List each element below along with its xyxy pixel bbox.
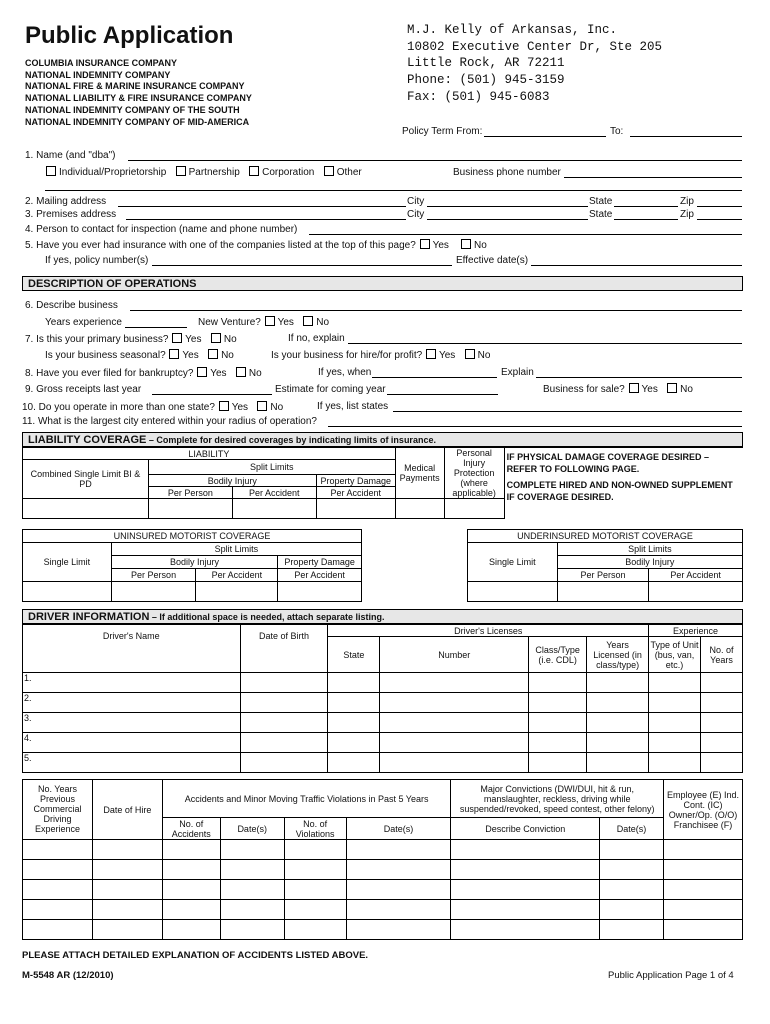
checkbox-yes[interactable] [265, 316, 275, 326]
cell[interactable] [664, 840, 743, 860]
coverage-notes [504, 448, 743, 519]
no-years-header: No. of Years [700, 637, 742, 673]
option-label: Corporation [262, 167, 315, 178]
gross-receipts-field[interactable] [152, 394, 272, 395]
cell[interactable] [346, 840, 451, 860]
no-label: No [248, 368, 262, 379]
cell[interactable] [23, 880, 93, 900]
yes-label: Yes [210, 368, 227, 379]
cell[interactable] [649, 753, 701, 773]
cell[interactable] [700, 713, 742, 733]
policy-term-from-field[interactable] [484, 136, 606, 137]
q10-label: 10. Do you operate in more than one state? [22, 402, 215, 413]
date-hire-header: Date of Hire [92, 780, 162, 840]
seasonal-label: Is your business seasonal? [45, 350, 166, 361]
company-name: NATIONAL LIABILITY & FIRE INSURANCE COMPANY [25, 93, 252, 104]
cell[interactable] [220, 880, 284, 900]
premises-address-field[interactable] [126, 219, 406, 220]
cell[interactable] [328, 713, 380, 733]
address-line: Fax: (501) 945-6083 [407, 89, 550, 104]
cell[interactable] [23, 860, 93, 880]
business-phone-label: Business phone number [453, 167, 561, 178]
list-states-field[interactable] [393, 411, 742, 412]
row-number: 3. [23, 713, 241, 733]
number-header: Number [380, 637, 529, 673]
uim-per-person-input[interactable] [557, 582, 649, 602]
hired-non-owned-note: COMPLETE HIRED AND NON-OWNED SUPPLEMENT IF COVERAGE DESIRED. [506, 480, 733, 502]
checkbox-yes[interactable] [172, 333, 182, 343]
um-single-limit-input[interactable] [23, 582, 112, 602]
liability-title: LIABILITY COVERAGE [28, 434, 147, 446]
pip-header: Personal Injury Protection (where applicable) [444, 448, 504, 499]
q9-label: 9. Gross receipts last year [25, 384, 142, 395]
bankruptcy-when-field[interactable] [372, 377, 497, 378]
um-bi-per-accident-input[interactable] [196, 582, 278, 602]
years-experience-field[interactable] [125, 327, 187, 328]
describe-business-field[interactable] [130, 310, 742, 311]
address-line: Little Rock, AR 72211 [407, 56, 565, 71]
cell[interactable] [92, 920, 162, 940]
cell[interactable] [451, 860, 600, 880]
name-field[interactable] [128, 160, 742, 161]
uninsured-title: UNINSURED MOTORIST COVERAGE [23, 530, 362, 543]
page-number: Public Application Page 1 of 4 [608, 970, 734, 981]
major-convictions-header: Major Convictions (DWI/DUI, hit & run, manslaughter, reckless, driving while suspended/revoked, speed contest, other felony) [451, 780, 664, 818]
medical-payments-input[interactable] [395, 499, 444, 519]
row-number: 4. [23, 733, 241, 753]
checkbox-no[interactable] [465, 349, 475, 359]
dates-header: Date(s) [346, 818, 451, 840]
q3-label: 3. Premises address [25, 209, 117, 220]
dates-header: Date(s) [600, 818, 664, 840]
cell[interactable] [284, 840, 346, 860]
new-venture-group [198, 316, 329, 328]
cell[interactable] [380, 713, 529, 733]
effective-dates-field[interactable] [531, 265, 742, 266]
option-label: Partnership [188, 167, 240, 178]
policy-numbers-field[interactable] [152, 265, 452, 266]
driver-table [22, 624, 743, 773]
cell[interactable] [587, 733, 649, 753]
driver-history-table [22, 779, 743, 940]
cell[interactable] [380, 753, 529, 773]
checkbox-no[interactable] [211, 333, 221, 343]
cell[interactable] [346, 880, 451, 900]
describe-conviction-header: Describe Conviction [451, 818, 600, 840]
cell[interactable] [529, 673, 587, 693]
row-number: 2. [23, 693, 241, 713]
um-per-person-input[interactable] [111, 582, 196, 602]
cell[interactable] [284, 900, 346, 920]
cell[interactable] [328, 753, 380, 773]
state-header: State [328, 637, 380, 673]
row-number: 5. [23, 753, 241, 773]
cell[interactable] [23, 900, 93, 920]
attach-note: PLEASE ATTACH DETAILED EXPLANATION OF ACCIDENTS LISTED ABOVE. [22, 950, 369, 961]
company-name: NATIONAL INDEMNITY COMPANY OF THE SOUTH [25, 104, 240, 115]
q7-group [25, 333, 237, 345]
cell[interactable] [220, 860, 284, 880]
q5-label [25, 239, 487, 251]
cell[interactable] [328, 693, 380, 713]
zip-label: Zip [680, 196, 694, 207]
policy-term-from-label: Policy Term From: [402, 126, 483, 137]
cell[interactable] [346, 860, 451, 880]
new-venture-label: New Venture? [198, 317, 261, 328]
cell[interactable] [240, 673, 328, 693]
bi-per-accident-input[interactable] [232, 499, 316, 519]
if-no-explain-label: If no, explain [288, 333, 345, 344]
cell[interactable] [600, 920, 664, 940]
row-number: 1. [23, 673, 241, 693]
property-damage-header: Property Damage [316, 475, 395, 487]
premises-city-field[interactable] [427, 219, 588, 220]
address-line: M.J. Kelly of Arkansas, Inc. [407, 23, 618, 37]
dates-header: Date(s) [220, 818, 284, 840]
cell[interactable] [700, 733, 742, 753]
list-states-label: If yes, list states [317, 401, 389, 412]
bodily-injury-header: Bodily Injury [148, 475, 316, 487]
mailing-zip-field[interactable] [697, 206, 742, 207]
address-line: Phone: (501) 945-3159 [407, 73, 565, 88]
entity-type-group [45, 166, 362, 178]
no-label: No [316, 317, 330, 328]
cell[interactable] [162, 900, 220, 920]
per-person-header: Per Person [111, 569, 196, 582]
yes-label: Yes [182, 350, 199, 361]
cell[interactable] [220, 900, 284, 920]
checkbox-no[interactable] [303, 316, 313, 326]
no-label: No [221, 350, 234, 361]
class-type-header: Class/Type (i.e. CDL) [529, 637, 587, 673]
cell[interactable] [700, 673, 742, 693]
per-accident-header: Per Accident [278, 569, 362, 582]
cell[interactable] [587, 713, 649, 733]
cell[interactable] [529, 693, 587, 713]
liability-section-header [22, 432, 743, 447]
q10-group [22, 401, 283, 413]
mailing-state-field[interactable] [614, 206, 678, 207]
per-person-header: Per Person [148, 487, 232, 499]
driver-subtitle: – If additional space is needed, attach separate listing. [149, 612, 385, 622]
mailing-city-field[interactable] [427, 206, 588, 207]
liability-subtitle: – Complete for desired coverages by indicating limits of insurance. [146, 435, 436, 445]
uim-single-limit-input[interactable] [468, 582, 558, 602]
dob-header: Date of Birth [240, 625, 328, 673]
city-label: City [407, 196, 425, 207]
driver-title: DRIVER INFORMATION [28, 611, 150, 623]
checkbox-no[interactable] [208, 349, 218, 359]
checkbox-no[interactable] [236, 367, 246, 377]
accidents-header: Accidents and Minor Moving Traffic Violations in Past 5 Years [162, 780, 451, 818]
physical-damage-note: IF PHYSICAL DAMAGE COVERAGE DESIRED – REFER TO FOLLOWING PAGE. [506, 452, 710, 474]
company-name: NATIONAL FIRE & MARINE INSURANCE COMPANY [25, 81, 245, 92]
bodily-injury-header: Bodily Injury [111, 556, 278, 569]
bankruptcy-explain-field[interactable] [536, 377, 742, 378]
cell[interactable] [328, 733, 380, 753]
cell[interactable] [587, 753, 649, 773]
policy-term-to-label: To: [610, 126, 624, 137]
zip-label: Zip [680, 209, 694, 220]
inspection-contact-field[interactable] [309, 234, 742, 235]
per-accident-header: Per Accident [196, 569, 278, 582]
checkbox-yes[interactable] [197, 367, 207, 377]
for-sale-label: Business for sale? [543, 384, 625, 395]
no-label: No [477, 350, 491, 361]
liability-table [22, 447, 743, 519]
cell[interactable] [600, 900, 664, 920]
um-pd-per-accident-input[interactable] [278, 582, 362, 602]
checkbox-yes[interactable] [426, 349, 436, 359]
no-label: No [474, 240, 487, 251]
checkbox-yes[interactable] [420, 239, 430, 249]
cell[interactable] [380, 693, 529, 713]
explain-field[interactable] [348, 343, 742, 344]
checkbox-no[interactable] [461, 239, 471, 249]
driver-section-header [22, 609, 743, 624]
cell[interactable] [529, 733, 587, 753]
cell[interactable] [451, 900, 600, 920]
checkbox-yes[interactable] [219, 401, 229, 411]
company-name: COLUMBIA INSURANCE COMPANY [25, 58, 177, 68]
bodily-injury-header: Bodily Injury [557, 556, 742, 569]
liability-header: LIABILITY [23, 448, 396, 460]
premises-state-field[interactable] [614, 219, 678, 220]
single-limit-header: Single Limit [23, 543, 112, 582]
medical-payments-header: Medical Payments [395, 448, 444, 499]
business-phone-field[interactable] [564, 177, 742, 178]
cell[interactable] [529, 713, 587, 733]
no-accidents-header: No. of Accidents [162, 818, 220, 840]
cell[interactable] [92, 840, 162, 860]
uim-per-accident-input[interactable] [649, 582, 743, 602]
q7-label: 7. Is this your primary business? [25, 334, 169, 345]
for-sale-group [543, 383, 693, 395]
option-label: Other [336, 167, 362, 178]
q11-label: 11. What is the largest city entered within your radius of operation? [22, 416, 317, 427]
cell[interactable] [664, 860, 743, 880]
q8-label: 8. Have you ever filed for bankruptcy? [25, 368, 194, 379]
cell[interactable] [240, 753, 328, 773]
yes-label: Yes [438, 350, 456, 361]
q6-label: 6. Describe business [25, 300, 118, 311]
cell[interactable] [23, 920, 93, 940]
cell[interactable] [664, 920, 743, 940]
cell[interactable] [162, 860, 220, 880]
checkbox[interactable] [46, 166, 56, 176]
option-label: Individual/Proprietorship [59, 167, 167, 178]
cell[interactable] [664, 900, 743, 920]
cell[interactable] [346, 900, 451, 920]
cell[interactable] [240, 733, 328, 753]
cell[interactable] [600, 840, 664, 860]
per-accident-header: Per Accident [232, 487, 316, 499]
checkbox-yes[interactable] [169, 349, 179, 359]
cell[interactable] [284, 880, 346, 900]
split-limits-header: Split Limits [111, 543, 361, 556]
checkbox[interactable] [249, 166, 259, 176]
table-row [23, 673, 743, 693]
experience-header: Experience [649, 625, 743, 637]
cell[interactable] [162, 840, 220, 860]
driver-name-header: Driver's Name [23, 625, 241, 673]
if-yes-when-label: If yes, when [318, 367, 372, 378]
table-row [23, 900, 743, 920]
cell[interactable] [328, 673, 380, 693]
cell[interactable] [451, 880, 600, 900]
estimate-field[interactable] [387, 394, 498, 395]
yes-label: Yes [641, 384, 658, 395]
policy-numbers-label: If yes, policy number(s) [45, 255, 149, 266]
cell[interactable] [162, 920, 220, 940]
table-row [23, 713, 743, 733]
operations-section-header: DESCRIPTION OF OPERATIONS [22, 276, 743, 291]
cell[interactable] [380, 733, 529, 753]
cell[interactable] [92, 860, 162, 880]
form-number: M-5548 AR (12/2010) [22, 970, 114, 981]
cell[interactable] [284, 920, 346, 940]
no-label: No [680, 384, 693, 395]
cell[interactable] [649, 713, 701, 733]
policy-term-to-field[interactable] [630, 136, 742, 137]
cell[interactable] [664, 880, 743, 900]
uninsured-table [22, 529, 362, 602]
yes-label: Yes [432, 240, 449, 251]
no-label: No [270, 402, 284, 413]
prev-experience-header: No. Years Previous Commercial Driving Experience [23, 780, 93, 840]
company-name: NATIONAL INDEMNITY COMPANY [25, 69, 171, 80]
cell[interactable] [587, 693, 649, 713]
effective-dates-label: Effective date(s) [456, 255, 529, 266]
table-row [23, 733, 743, 753]
q4-label: 4. Person to contact for inspection (name and phone number) [25, 224, 298, 235]
seasonal-group [45, 349, 234, 361]
company-list [25, 58, 252, 128]
estimate-label: Estimate for coming year [275, 384, 386, 395]
q1-label: 1. Name (and "dba") [25, 150, 116, 161]
underinsured-title: UNDERINSURED MOTORIST COVERAGE [468, 530, 743, 543]
split-limits-header: Split Limits [148, 460, 395, 475]
table-row [23, 840, 743, 860]
cell[interactable] [380, 673, 529, 693]
mailing-address-field[interactable] [118, 206, 406, 207]
years-experience-label: Years experience [45, 317, 122, 328]
cell[interactable] [700, 693, 742, 713]
pd-per-accident-input[interactable] [316, 499, 395, 519]
premises-zip-field[interactable] [697, 219, 742, 220]
cell[interactable] [220, 840, 284, 860]
cell[interactable] [600, 880, 664, 900]
cell[interactable] [649, 673, 701, 693]
city-label: City [407, 209, 425, 220]
table-row [23, 920, 743, 940]
cell[interactable] [220, 920, 284, 940]
checkbox[interactable] [176, 166, 186, 176]
cell[interactable] [529, 753, 587, 773]
type-of-unit-header: Type of Unit (bus, van, etc.) [649, 637, 701, 673]
years-licensed-header: Years Licensed (in class/type) [587, 637, 649, 673]
yes-label: Yes [277, 317, 294, 328]
no-violations-header: No. of Violations [284, 818, 346, 840]
licenses-header: Driver's Licenses [328, 625, 649, 637]
cell[interactable] [92, 880, 162, 900]
q2-label: 2. Mailing address [25, 196, 107, 207]
yes-label: Yes [231, 402, 249, 413]
hire-label: Is your business for hire/for profit? [271, 350, 423, 361]
cell[interactable] [649, 733, 701, 753]
name-continuation-field[interactable] [45, 190, 742, 191]
company-name: NATIONAL INDEMNITY COMPANY OF MID-AMERICA [25, 116, 250, 127]
table-row [23, 693, 743, 713]
cell[interactable] [700, 753, 742, 773]
bi-per-person-input[interactable] [148, 499, 232, 519]
cell[interactable] [23, 840, 93, 860]
checkbox-yes[interactable] [629, 383, 639, 393]
table-row [23, 880, 743, 900]
checkbox-no[interactable] [257, 401, 267, 411]
hire-group [271, 349, 490, 361]
property-damage-header: Property Damage [278, 556, 362, 569]
per-person-header: Per Person [557, 569, 649, 582]
per-accident-header: Per Accident [649, 569, 743, 582]
cell[interactable] [649, 693, 701, 713]
yes-label: Yes [185, 334, 202, 345]
spacer [45, 330, 742, 331]
state-label: State [589, 196, 613, 207]
cell[interactable] [451, 920, 600, 940]
q8-group [25, 367, 262, 379]
agency-address [407, 22, 662, 106]
table-row [23, 860, 743, 880]
page-title: Public Application [25, 22, 234, 49]
cell[interactable] [240, 693, 328, 713]
cell[interactable] [240, 713, 328, 733]
split-limits-header: Split Limits [557, 543, 742, 556]
state-label: State [589, 209, 613, 220]
checkbox[interactable] [324, 166, 334, 176]
largest-city-field[interactable] [328, 426, 742, 427]
cell[interactable] [162, 880, 220, 900]
underinsured-table [467, 529, 743, 602]
employee-type-header: Employee (E) Ind. Cont. (IC) Owner/Op. (O/O) Franchisee (F) [664, 780, 743, 840]
per-accident-header: Per Accident [316, 487, 395, 499]
checkbox-no[interactable] [667, 383, 677, 393]
cell[interactable] [284, 860, 346, 880]
address-line: 10802 Executive Center Dr, Ste 205 [407, 39, 663, 54]
q5-text: 5. Have you ever had insurance with one of the companies listed at the top of this page? [25, 240, 416, 251]
combined-single-header: Combined Single Limit BI & PD [23, 460, 149, 499]
combined-single-input[interactable] [23, 499, 149, 519]
no-label: No [223, 334, 237, 345]
cell[interactable] [346, 920, 451, 940]
table-row [23, 753, 743, 773]
cell[interactable] [92, 900, 162, 920]
cell[interactable] [600, 860, 664, 880]
explain-label: Explain [501, 367, 534, 378]
cell[interactable] [587, 673, 649, 693]
single-limit-header: Single Limit [468, 543, 558, 582]
pip-input[interactable] [444, 499, 504, 519]
cell[interactable] [451, 840, 600, 860]
